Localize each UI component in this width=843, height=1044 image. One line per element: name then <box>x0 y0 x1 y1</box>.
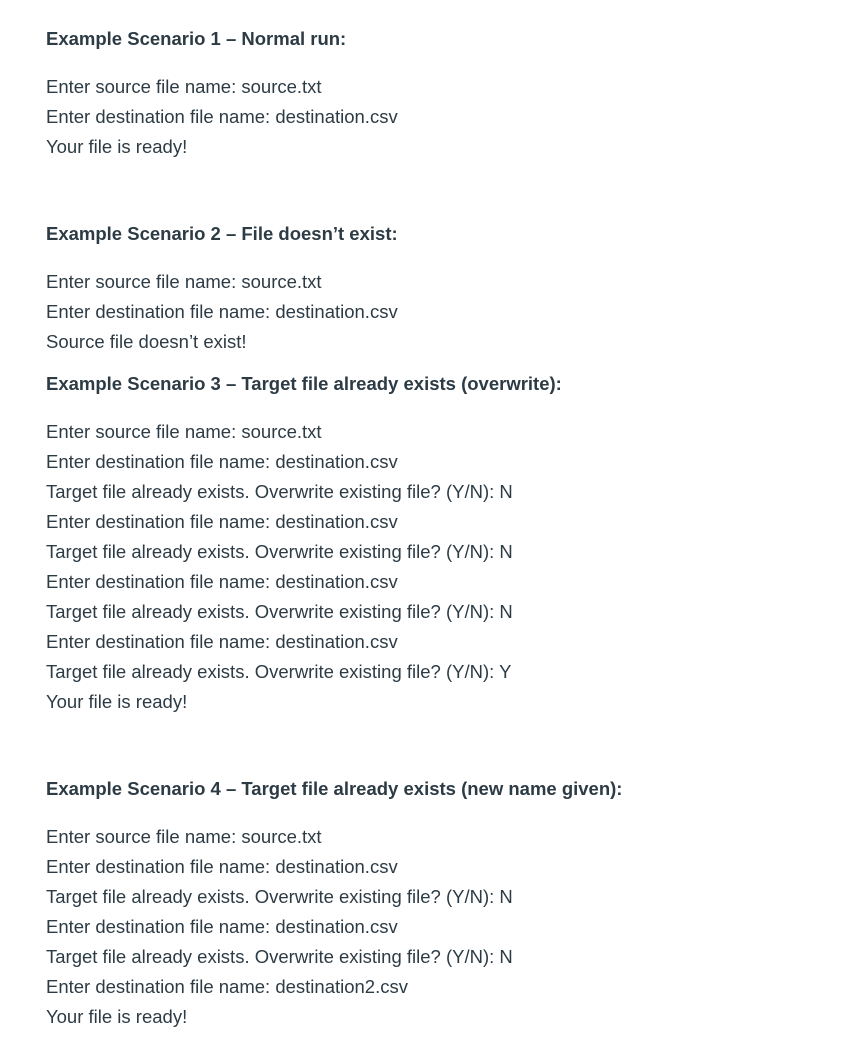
scenario-output <box>46 267 826 357</box>
output-line: Enter destination file name: destination.csv <box>46 301 398 322</box>
output-line: Target file already exists. Overwrite existing file? (Y/N): N <box>46 946 513 967</box>
output-line: Enter destination file name: destination2.csv <box>46 976 408 997</box>
output-line: Enter source file name: source.txt <box>46 421 322 442</box>
scenario-heading: Example Scenario 2 – File doesn’t exist: <box>46 223 398 244</box>
output-line: Your file is ready! <box>46 1006 188 1027</box>
output-line: Source file doesn’t exist! <box>46 331 247 352</box>
output-line: Enter destination file name: destination.csv <box>46 451 398 472</box>
output-line: Enter destination file name: destination.csv <box>46 916 398 937</box>
output-line: Enter destination file name: destination.csv <box>46 571 398 592</box>
output-line: Your file is ready! <box>46 691 188 712</box>
scenario-4 <box>46 777 826 1032</box>
output-line: Enter destination file name: destination.csv <box>46 856 398 877</box>
scenario-heading: Example Scenario 1 – Normal run: <box>46 28 347 49</box>
output-line: Enter source file name: source.txt <box>46 826 322 847</box>
output-line: Enter destination file name: destination.csv <box>46 631 398 652</box>
scenario-output <box>46 822 826 1032</box>
scenario-heading: Example Scenario 4 – Target file already exists (new name given): <box>46 778 623 799</box>
output-line: Enter destination file name: destination.csv <box>46 511 398 532</box>
scenario-output <box>46 417 826 717</box>
scenario-2 <box>46 222 826 357</box>
scenario-1 <box>46 27 826 162</box>
scenario-3 <box>46 372 826 717</box>
output-line: Enter source file name: source.txt <box>46 76 322 97</box>
output-line: Target file already exists. Overwrite existing file? (Y/N): N <box>46 541 513 562</box>
output-line: Target file already exists. Overwrite existing file? (Y/N): N <box>46 481 513 502</box>
scenario-output <box>46 72 826 162</box>
output-line: Target file already exists. Overwrite existing file? (Y/N): N <box>46 886 513 907</box>
output-line: Your file is ready! <box>46 136 188 157</box>
output-line: Target file already exists. Overwrite existing file? (Y/N): N <box>46 601 513 622</box>
scenario-heading: Example Scenario 3 – Target file already exists (overwrite): <box>46 373 562 394</box>
output-line: Target file already exists. Overwrite existing file? (Y/N): Y <box>46 661 512 682</box>
output-line: Enter source file name: source.txt <box>46 271 322 292</box>
output-line: Enter destination file name: destination.csv <box>46 106 398 127</box>
